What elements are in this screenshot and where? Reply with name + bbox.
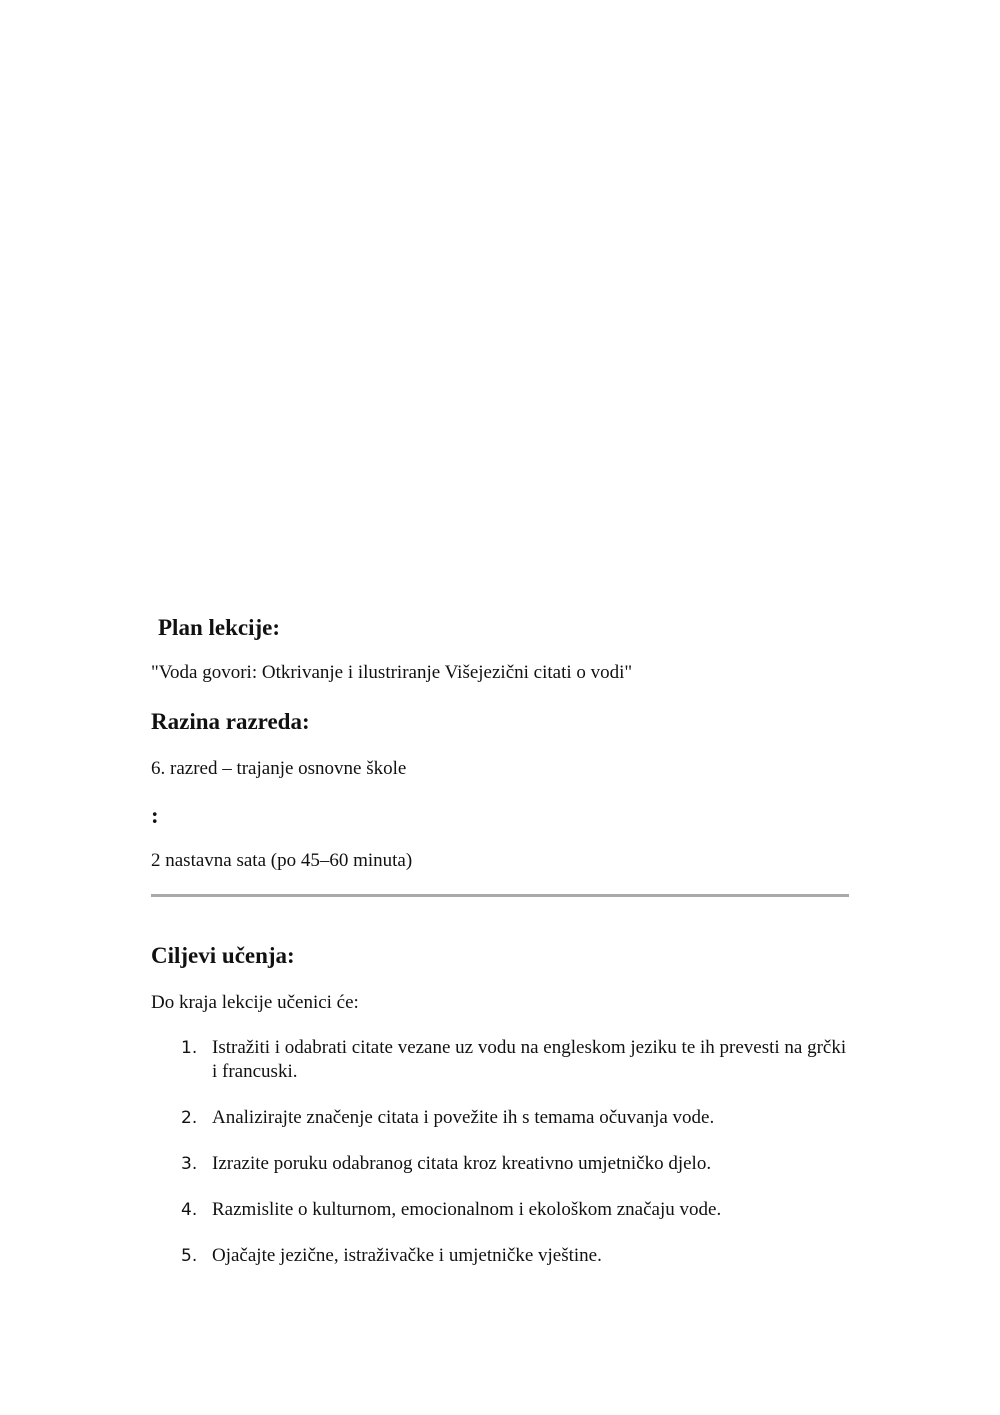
plan-heading: Plan lekcije: bbox=[158, 615, 280, 640]
list-item-number: 3. bbox=[181, 1154, 198, 1174]
list-item bbox=[151, 1106, 851, 1130]
list-item bbox=[151, 1036, 851, 1084]
list-item-text: Istražiti i odabrati citate vezane uz vodu na engleskom jeziku te ih prevesti na grčki i francuski. bbox=[212, 1037, 847, 1082]
list-item-number: 1. bbox=[181, 1038, 198, 1058]
list-item-text: Ojačajte jezične, istraživačke i umjetničke vještine. bbox=[212, 1245, 602, 1266]
grade-heading: Razina razreda: bbox=[151, 709, 310, 734]
list-item-text: Razmislite o kulturnom, emocionalnom i ekološkom značaju vode. bbox=[212, 1199, 722, 1220]
list-item bbox=[151, 1152, 851, 1176]
list-item-text: Izrazite poruku odabranog citata kroz kreativno umjetničko djelo. bbox=[212, 1153, 712, 1174]
list-item-number: 4. bbox=[181, 1200, 198, 1220]
objectives-intro: Do kraja lekcije učenici će: bbox=[151, 992, 359, 1013]
lesson-plan-content bbox=[151, 612, 851, 1268]
list-item bbox=[151, 1244, 851, 1268]
list-item-number: 5. bbox=[181, 1246, 198, 1266]
objectives-heading: Ciljevi učenja: bbox=[151, 943, 295, 968]
plan-title: "Voda govori: Otkrivanje i ilustriranje Višejezični citati o vodi" bbox=[151, 662, 633, 683]
objectives-list bbox=[151, 1036, 851, 1268]
grade-value: 6. razred – trajanje osnovne škole bbox=[151, 758, 407, 779]
list-item-text: Analizirajte značenje citata i povežite ih s temama očuvanja vode. bbox=[212, 1107, 715, 1128]
duration-value: 2 nastavna sata (po 45–60 minuta) bbox=[151, 850, 413, 871]
list-item bbox=[151, 1198, 851, 1222]
duration-heading: : bbox=[151, 803, 159, 828]
list-item-number: 2. bbox=[181, 1108, 198, 1128]
